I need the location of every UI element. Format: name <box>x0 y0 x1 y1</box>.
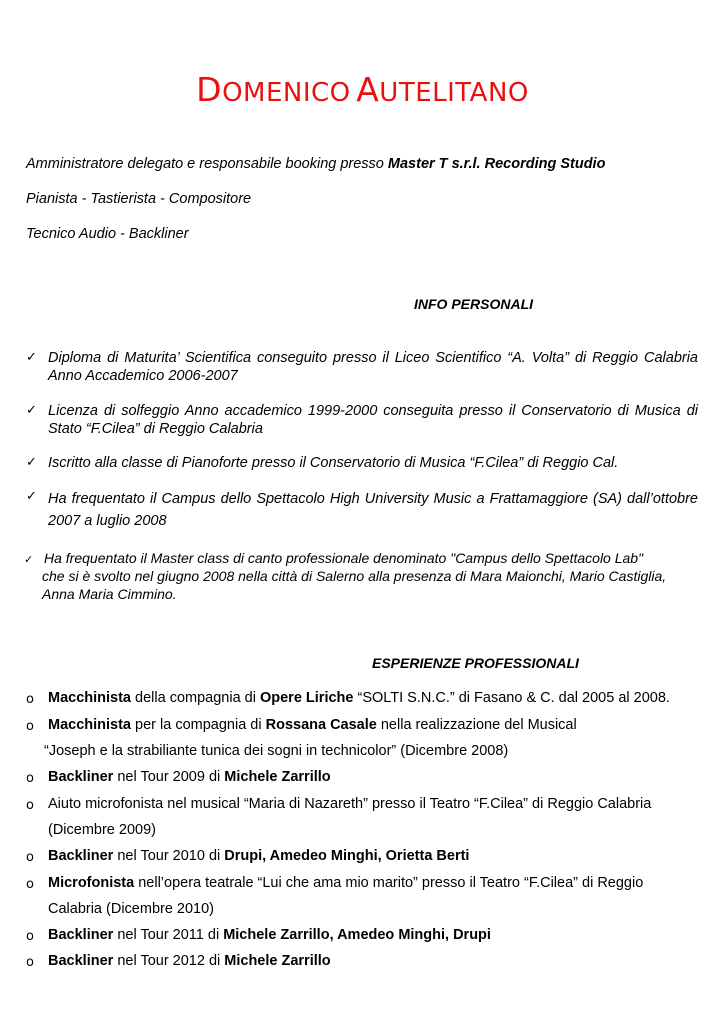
first-name-initial: D <box>196 70 223 109</box>
subtitle-company: Master T s.r.l. Recording Studio <box>387 156 606 172</box>
bullet-icon: o <box>26 771 34 786</box>
bullet-icon: o <box>26 850 34 865</box>
info-item-line: Stato “F.Cilea” di Reggio Calabria <box>48 421 263 437</box>
info-item-line: Licenza di solfeggio Anno accademico 1999-2000 conseguita presso il Conservatorio di Musica di <box>48 403 698 419</box>
experience-item: o Backliner nel Tour 2009 di Michele Zarrillo <box>26 769 331 786</box>
experience-item: o Backliner nel Tour 2010 di Drupi, Amedeo Minghi, Orietta Berti <box>26 848 470 865</box>
experience-item: o Macchinista della compagnia di Opere Liriche “SOLTI S.N.C.” di Fasano & C. dal 2005 al 2008. <box>26 690 670 707</box>
info-item-line: Diploma di Maturita’ Scientifica conseguito presso il Liceo Scientifico “A. Volta” di Reggio Calabria <box>48 350 698 366</box>
experience-line: “Joseph e la strabiliante tunica dei sogni in technicolor” (Dicembre 2008) <box>44 743 509 759</box>
info-item <box>26 402 698 442</box>
last-name-initial: A <box>356 70 380 109</box>
experience-item: o Aiuto microfonista nel musical “Maria di Nazareth” presso il Teatro “F.Cilea” di Reggio Calabria (Dicembre 2009) <box>26 796 652 838</box>
info-item-line: che si è svolto nel giugno 2008 nella città di Salerno alla presenza di Mara Maionchi, Mario Castiglia, <box>42 568 667 584</box>
bullet-icon: o <box>26 692 34 707</box>
experience-line: Calabria (Dicembre 2010) <box>48 901 215 917</box>
experience-item: o Backliner nel Tour 2012 di Michele Zarrillo <box>26 953 331 970</box>
experience-heading: ESPERIENZE PROFESSIONALI <box>372 655 579 671</box>
info-item <box>26 454 698 474</box>
first-name-rest: OMENICO <box>222 78 351 108</box>
bullet-icon: o <box>26 798 34 813</box>
info-item-line: Anno Accademico 2006-2007 <box>48 368 238 384</box>
info-heading: INFO PERSONALI <box>414 296 534 312</box>
subtitle-role-text: Amministratore delegato e responsabile booking presso <box>26 156 388 172</box>
bullet-icon: o <box>26 955 34 970</box>
info-item <box>24 549 700 605</box>
bullet-icon: o <box>26 877 34 892</box>
subtitle-technician: Tecnico Audio - Backliner <box>26 226 189 242</box>
check-icon: ✓ <box>26 350 37 365</box>
name-title <box>0 70 725 109</box>
experience-item: o Microfonista nell’opera teatrale “Lui che ama mio marito” presso il Teatro “F.Cilea” di Reggio Calabria (Dicembre 2010) <box>26 875 644 917</box>
check-icon: ✓ <box>26 489 37 504</box>
bullet-icon: o <box>26 929 34 944</box>
bullet-icon: o <box>26 719 34 734</box>
info-item-line: Ha frequentato il Campus dello Spettacolo High University Music a Frattamaggiore (SA) dall’ottobre <box>48 491 698 507</box>
info-item-line: Ha frequentato il Master class di canto professionale denominato "Campus dello Spettacolo Lab" <box>44 550 644 566</box>
check-icon: ✓ <box>26 403 37 418</box>
last-name-rest: UTELITANO <box>379 78 529 108</box>
info-item <box>26 488 698 532</box>
check-icon: ✓ <box>26 455 37 470</box>
info-item <box>26 349 698 389</box>
subtitle-role <box>26 156 605 172</box>
experience-line: (Dicembre 2009) <box>48 822 156 838</box>
subtitle-musician: Pianista - Tastierista - Compositore <box>26 191 252 207</box>
experience-item: o Macchinista per la compagnia di Rossana Casale nella realizzazione del Musical “Joseph e la strabiliante tunica dei sogni in technicolor” (Dicembre 2008) <box>26 717 577 759</box>
experience-item: o Backliner nel Tour 2011 di Michele Zarrillo, Amedeo Minghi, Drupi <box>26 927 491 944</box>
info-item-line: Iscritto alla classe di Pianoforte presso il Conservatorio di Musica “F.Cilea” di Reggio Cal. <box>48 455 619 471</box>
info-item-line: 2007 a luglio 2008 <box>48 513 167 529</box>
check-icon: ✓ <box>24 553 34 566</box>
info-item-line: Anna Maria Cimmino. <box>42 586 177 602</box>
